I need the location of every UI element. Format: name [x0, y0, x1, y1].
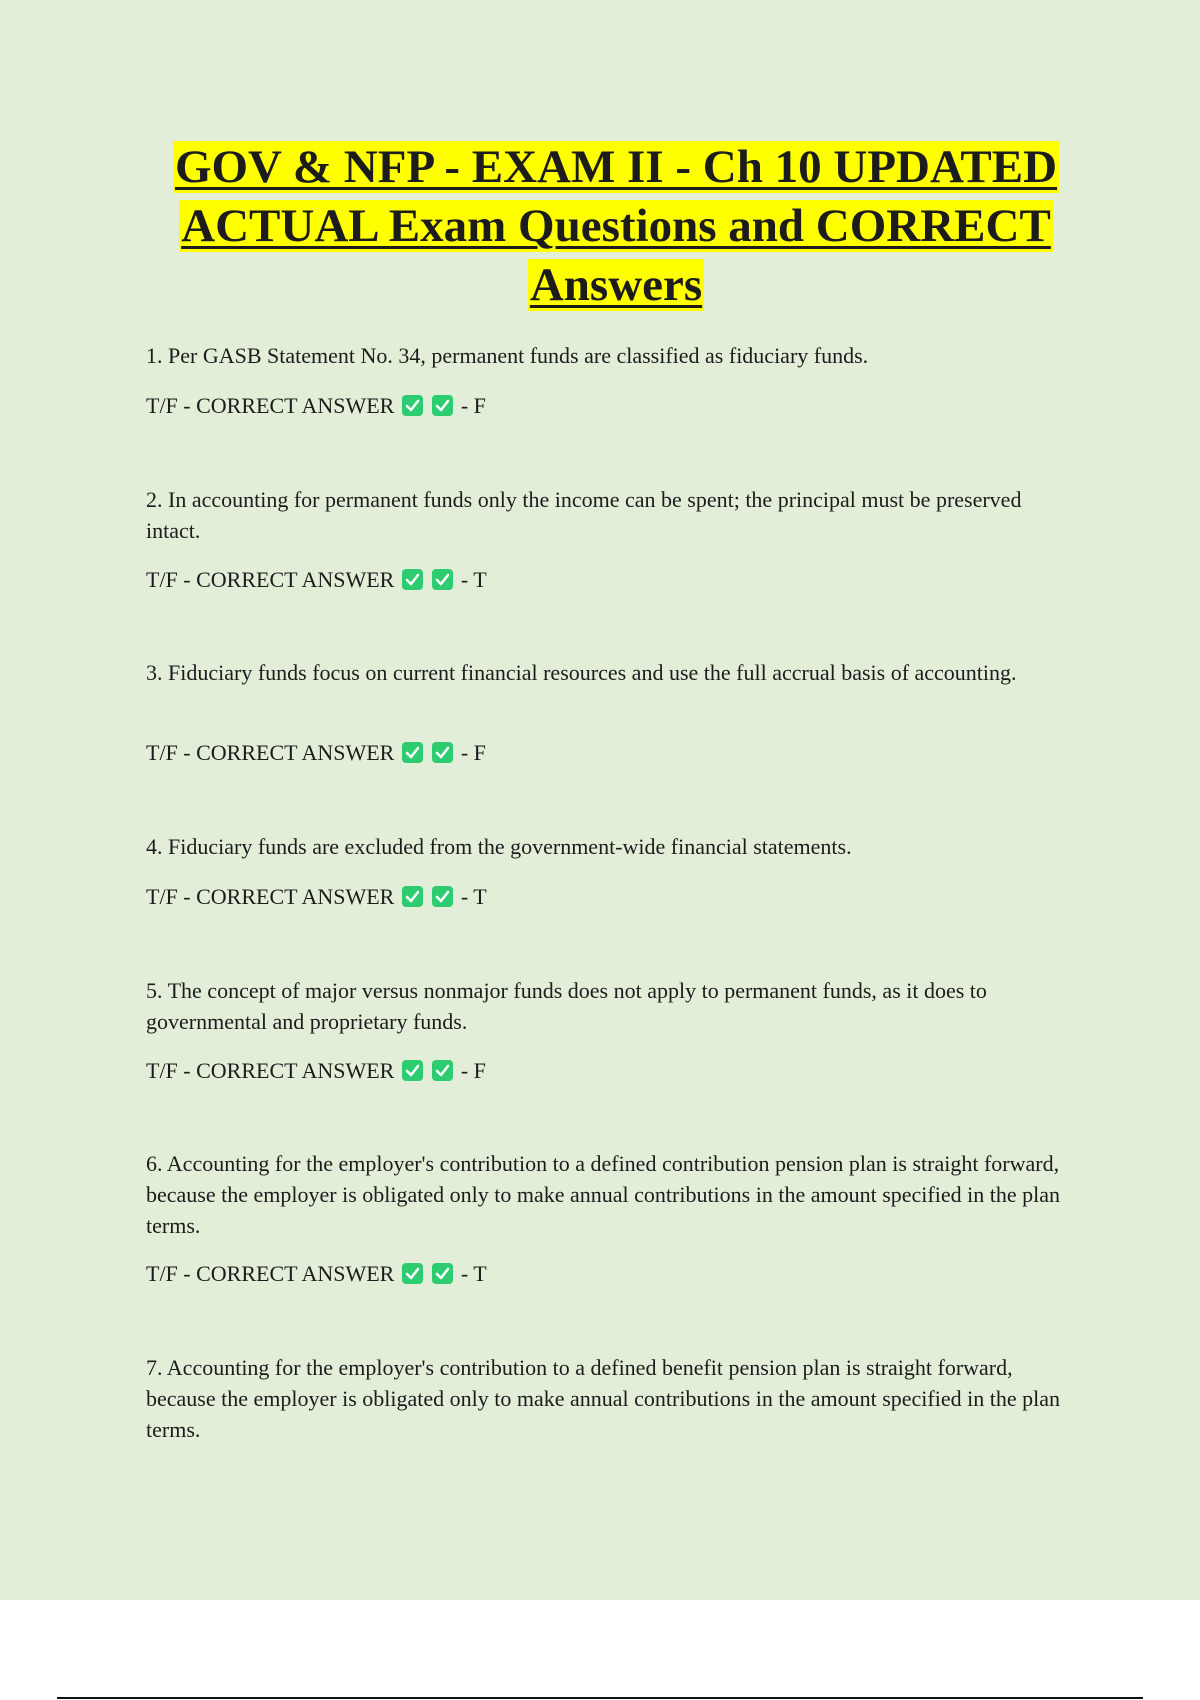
answer-line [146, 1258, 487, 1289]
answer-prefix: T/F - CORRECT ANSWER [146, 1261, 395, 1286]
question-text: 7. Accounting for the employer's contribution to a defined benefit pension plan is straight forward, because the employer is obligated only to make annual contributions in the amount specified in the plan terms. [146, 1355, 1060, 1442]
question-block-2 [146, 484, 1076, 592]
check-box-icon [402, 886, 423, 907]
question-text: 4. Fiduciary funds are excluded from the government-wide financial statements. [146, 834, 852, 859]
answer-line [146, 881, 487, 912]
footer-rule [57, 1697, 1143, 1699]
check-box-icon [432, 569, 453, 590]
check-box-icon [402, 742, 423, 763]
check-box-icon [402, 395, 423, 416]
question-text: 6. Accounting for the employer's contribution to a defined contribution pension plan is straight forward, because the employer is obligated only to make annual contributions in the amount specified in the plan terms. [146, 1151, 1060, 1238]
document-title [146, 138, 1086, 315]
check-box-icon [432, 1263, 453, 1284]
question-block-1 [146, 340, 1076, 418]
question-block-7 [146, 1352, 1076, 1445]
answer-prefix: T/F - CORRECT ANSWER [146, 567, 395, 592]
question-text: 3. Fiduciary funds focus on current financial resources and use the full accrual basis of accounting. [146, 660, 1017, 685]
answer-prefix: T/F - CORRECT ANSWER [146, 393, 395, 418]
check-box-icon [432, 1060, 453, 1081]
check-box-icon [402, 1263, 423, 1284]
answer-line [146, 737, 486, 768]
answer-prefix: T/F - CORRECT ANSWER [146, 884, 395, 909]
check-box-icon [432, 395, 453, 416]
answer-value: - T [460, 884, 487, 909]
answer-line [146, 1055, 486, 1086]
answer-prefix: T/F - CORRECT ANSWER [146, 1058, 395, 1083]
check-box-icon [432, 886, 453, 907]
answer-value: - T [460, 1261, 487, 1286]
question-block-5 [146, 975, 1076, 1083]
answer-value: - T [460, 567, 487, 592]
title-line-1: GOV & NFP - EXAM II - Ch 10 UPDATED [174, 141, 1058, 193]
question-block-6 [146, 1148, 1076, 1286]
question-text: 1. Per GASB Statement No. 34, permanent funds are classified as fiduciary funds. [146, 343, 869, 368]
question-block-3 [146, 657, 1076, 765]
answer-line [146, 390, 486, 421]
answer-value: - F [460, 393, 486, 418]
answer-value: - F [460, 740, 486, 765]
title-line-3: Answers [529, 259, 703, 311]
question-block-4 [146, 831, 1076, 909]
question-text: 5. The concept of major versus nonmajor funds does not apply to permanent funds, as it does to governmental and proprietary funds. [146, 978, 987, 1034]
answer-prefix: T/F - CORRECT ANSWER [146, 740, 395, 765]
answer-value: - F [460, 1058, 486, 1083]
answer-line [146, 564, 487, 595]
question-text: 2. In accounting for permanent funds only the income can be spent; the principal must be preserved intact. [146, 487, 1022, 543]
check-box-icon [402, 1060, 423, 1081]
check-box-icon [402, 569, 423, 590]
check-box-icon [432, 742, 453, 763]
title-line-2: ACTUAL Exam Questions and CORRECT [181, 200, 1051, 252]
